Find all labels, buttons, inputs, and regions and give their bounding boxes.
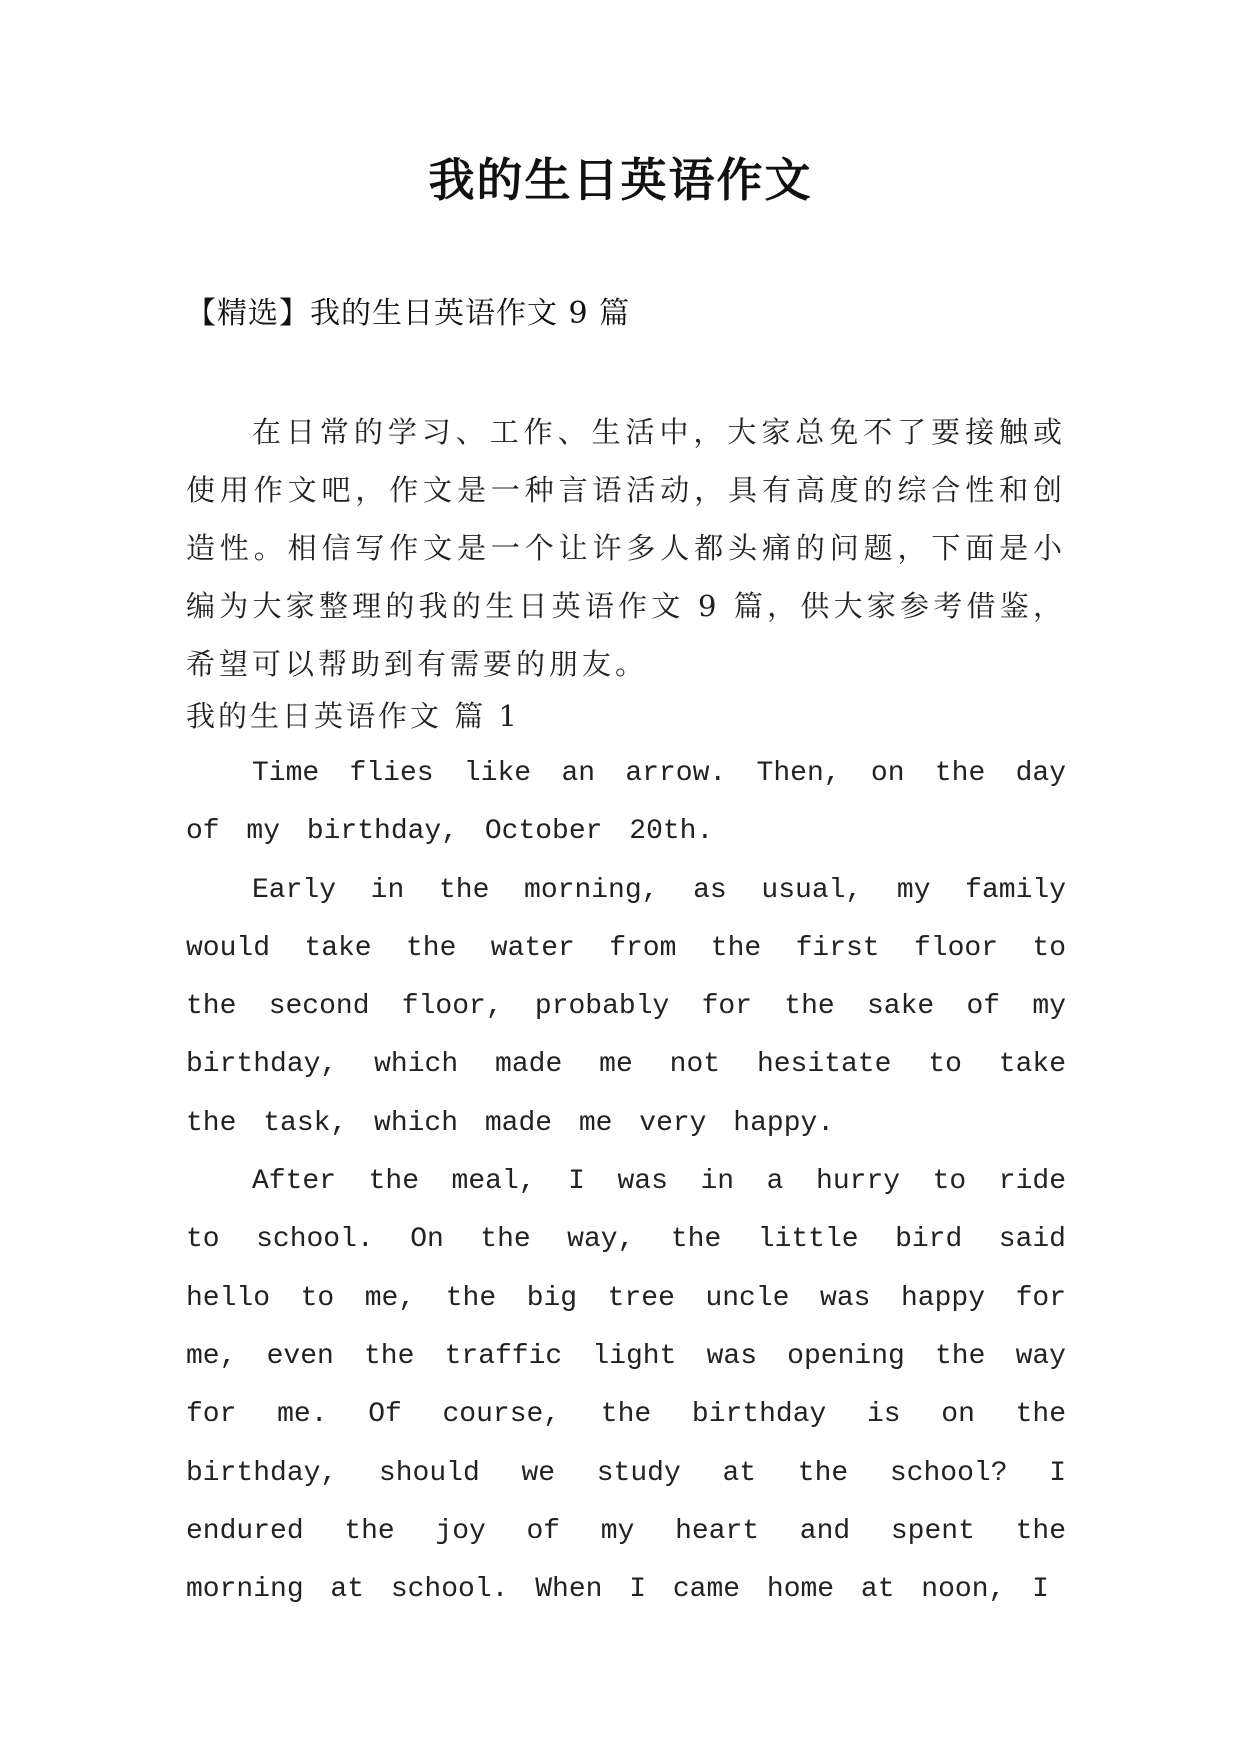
section-heading: 我的生日英语作文 篇 1 [186, 699, 520, 733]
document-body [186, 403, 1066, 1619]
document-title: 我的生日英语作文 [428, 153, 813, 207]
intro-paragraph: 在日常的学习、工作、生活中，大家总免不了要接触或使用作文吧，作文是一种言语活动，具有高度的综合性和创造性。相信写作文是一个让许多人都头痛的问题，下面是小编为大家整理的我的生日英语作文 9 篇，供大家参考借鉴，希望可以帮助到有需要的朋友。 [186, 415, 1066, 681]
document-subtitle: 【精选】我的生日英语作文 9 篇 [186, 296, 631, 331]
body-paragraph: Early in the morning, as usual, my family would take the water from the first floor to the second floor, probably for the sake of my birthday, which made me not hesitate to take the task, which made me very happy. [186, 874, 1066, 1139]
body-paragraph: After the meal, I was in a hurry to ride to school. On the way, the little bird said hello to me, the big tree uncle was happy for me, even the traffic light was opening the way for me. Of course, the birthday is on the birthday, should we study at the school? I endured the joy of my heart and spent the morning at school. When I came home at noon, I [186, 1166, 1066, 1606]
body-paragraph: Time flies like an arrow. Then, on the day of my birthday, October 20th. [186, 758, 1066, 848]
